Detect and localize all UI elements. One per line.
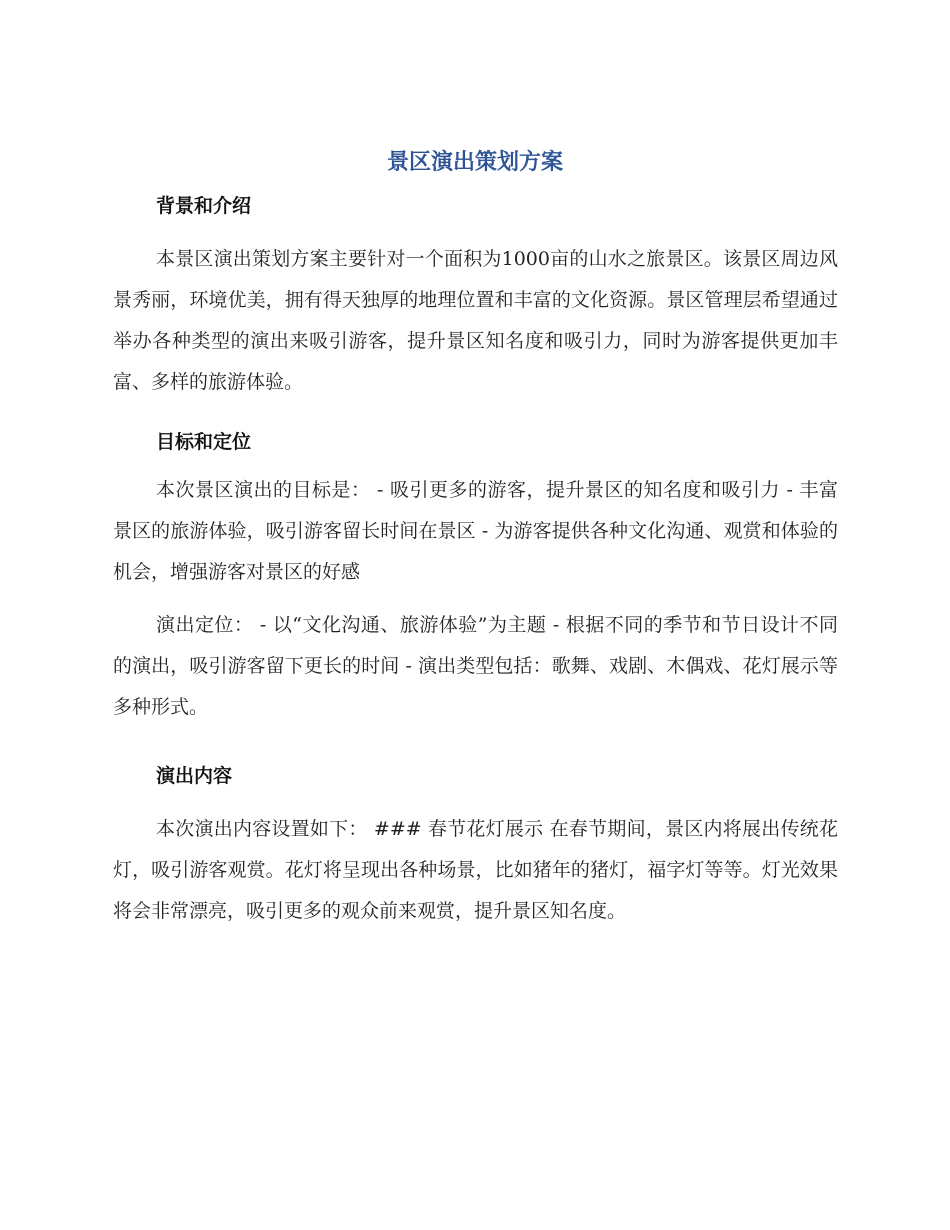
section-background — [113, 192, 838, 403]
section-heading: 演出内容 — [156, 765, 233, 787]
section-heading: 目标和定位 — [156, 431, 252, 453]
section-goals — [113, 428, 838, 728]
section-content — [113, 762, 838, 932]
paragraph: 本次演出内容设置如下： ### 春节花灯展示 在春节期间，景区内将展出传统花灯，吸引游客观赏。花灯将呈现出各种场景，比如猪年的猪灯，福字灯等等。灯光效果将会非常漂亮，吸引更多的观众前来观赏，提升景区知名度。 — [113, 818, 838, 922]
section-heading: 背景和介绍 — [156, 195, 252, 217]
paragraph: 本景区演出策划方案主要针对一个面积为1000亩的山水之旅景区。该景区周边风景秀丽，环境优美，拥有得天独厚的地理位置和丰富的文化资源。景区管理层希望通过举办各种类型的演出来吸引游客，提升景区知名度和吸引力，同时为游客提供更加丰富、多样的旅游体验。 — [113, 248, 838, 393]
document-title: 景区演出策划方案 — [386, 150, 563, 175]
paragraph: 本次景区演出的目标是： - 吸引更多的游客，提升景区的知名度和吸引力 - 丰富景区的旅游体验，吸引游客留长时间在景区 - 为游客提供各种文化沟通、观赏和体验的机会，增强游客对景区的好感 — [113, 479, 838, 583]
paragraph: 演出定位： - 以“文化沟通、旅游体验”为主题 - 根据不同的季节和节日设计不同的演出，吸引游客留下更长的时间 - 演出类型包括：歌舞、戏剧、木偶戏、花灯展示等多种形式。 — [113, 614, 838, 718]
